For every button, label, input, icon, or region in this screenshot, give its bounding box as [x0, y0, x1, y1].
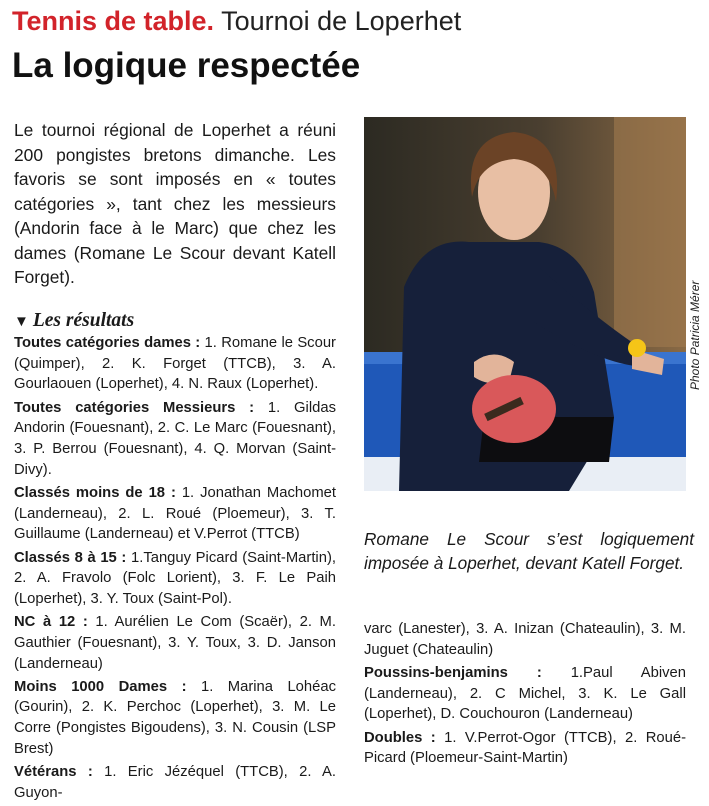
result-entry [14, 762, 336, 803]
headline: La logique respectée [12, 46, 361, 85]
result-entry [364, 728, 686, 769]
results-column-left [14, 333, 336, 806]
results-heading-text: Les résultats [32, 310, 135, 331]
result-entry [14, 677, 336, 760]
triangle-bullet-icon: ▼ [14, 314, 29, 330]
result-entry [14, 398, 336, 481]
results-heading [14, 309, 134, 334]
result-text: 1.Tanguy Picard (Saint-Martin), 2. A. Fravolo (Folc Lorient), 3. F. Le Paih (Loperhet), 3. Y. Toux (Saint-Pol). [14, 549, 336, 607]
result-entry [364, 619, 686, 660]
photo [364, 117, 686, 491]
result-category: Classés 8 à 15 : [14, 549, 127, 566]
result-text: 1.Paul Abiven (Landerneau), 2. C Michel, 3. K. Le Gall (Loperhet), D. Couchouron (Landerneau) [364, 664, 686, 723]
section-label: Tennis de table. [12, 6, 215, 36]
result-text: varc (Lanester), 3. A. Inizan (Chateaulin), 3. M. Juguet (Chateaulin) [364, 621, 686, 658]
result-text: 1. Romane le Scour (Quimper), 2. K. Forget (TTCB), 3. A. Gourlaouen (Loperhet), 4. N. Raux (Loperhet). [14, 335, 336, 393]
result-category: Moins 1000 Dames : [14, 678, 187, 695]
result-category: Doubles : [364, 729, 436, 746]
photo-illustration [364, 117, 686, 491]
result-text: 1. Aurélien Le Com (Scaër), 2. M. Gauthier (Fouesnant), 3. Y. Toux, 3. D. Janson (Landerneau) [14, 614, 336, 672]
lead-paragraph: Le tournoi régional de Loperhet a réuni 200 pongistes bretons dimanche. Les favoris se sont imposés en « toutes catégories », tant chez les messieurs (Andorin face à le Marc) que chez les dames (Romane Le Scour devant Katell Forget). [14, 120, 336, 287]
result-category: Poussins-benjamins : [364, 664, 542, 681]
topic-label: Tournoi de Loperhet [221, 6, 462, 36]
result-category: NC à 12 : [14, 614, 88, 631]
result-entry [14, 612, 336, 674]
photo-credit: Photo Patricia Mérer [688, 280, 702, 390]
result-text: 1. Eric Jézéquel (TTCB), 2. A. Guyon- [14, 764, 336, 801]
result-category: Toutes catégories Messieurs : [14, 399, 255, 416]
result-entry [14, 483, 336, 545]
result-entry [14, 333, 336, 395]
kicker [12, 4, 461, 38]
result-text: 1. Jonathan Machomet (Landerneau), 2. L. Roué (Ploemeur), 3. T. Guillaume (Landerneau) et V.Perrot (TTCB) [14, 484, 336, 543]
result-text: 1. Marina Lohéac (Gourin), 2. K. Perchoc (Loperhet), 3. M. Le Corre (Pongistes Bigoudens), 3. N. Cousin (LSP Brest) [14, 678, 336, 757]
results-column-right [364, 619, 686, 771]
result-text: 1. V.Perrot-Ogor (TTCB), 2. Roué-Picard (Ploemeur-Saint-Martin) [364, 729, 686, 767]
result-text: 1. Gildas Andorin (Fouesnant), 2. C. Le Marc (Fouesnant), 3. P. Berrou (Fouesnant), 4. Q. Morvan (Saint-Divy). [14, 399, 336, 478]
result-entry [14, 548, 336, 610]
photo-caption: Romane Le Scour s’est logiquement imposée à Loperhet, devant Katell Forget. [364, 529, 694, 573]
result-category: Vétérans : [14, 764, 93, 781]
result-category: Classés moins de 18 : [14, 484, 176, 501]
result-category: Toutes catégories dames : [14, 335, 201, 351]
result-entry [364, 663, 686, 725]
